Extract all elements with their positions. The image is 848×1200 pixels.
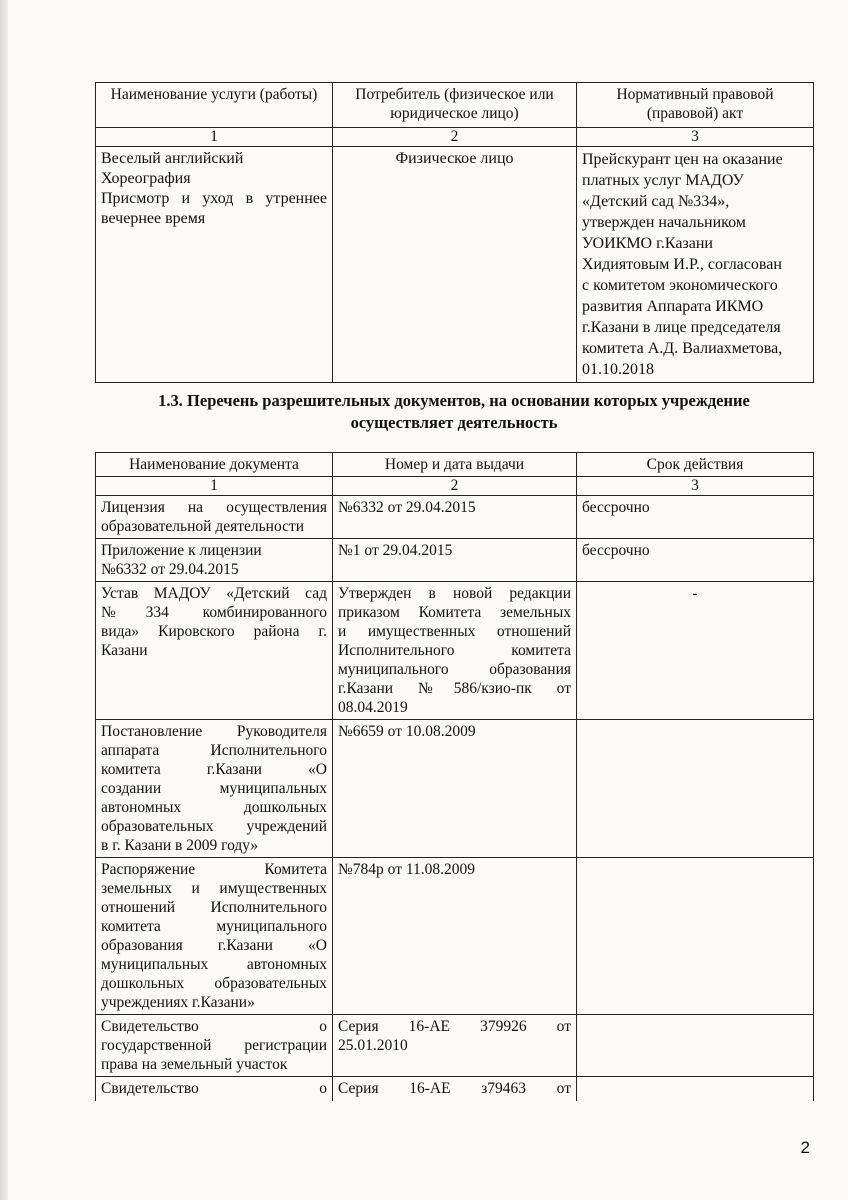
document-name-line: комитета муниципального — [101, 918, 327, 935]
services-header-consumer: Потребитель (физическое или юридическое лицо) — [333, 83, 577, 128]
service-name-cell — [96, 147, 333, 383]
act-line: развития Аппарата ИКМО — [582, 298, 764, 315]
document-issue-line: Серия 16-АЕ з79463 от — [338, 1080, 571, 1097]
document-validity-cell: бессрочно — [577, 539, 814, 582]
document-issue-line: №6659 от 10.08.2009 — [338, 723, 476, 740]
scan-edge — [0, 0, 8, 1200]
documents-table — [95, 452, 814, 1101]
table-row — [96, 858, 814, 1015]
services-col-number: 3 — [577, 128, 814, 147]
document-name-line: государственной регистрации — [101, 1037, 327, 1054]
section-heading — [95, 390, 813, 434]
document-issue-cell — [333, 858, 577, 1015]
documents-header-name: Наименование документа — [96, 453, 333, 477]
table-row — [96, 539, 814, 582]
document-issue-line: Серия 16-АЕ 379926 от — [338, 1018, 571, 1035]
document-validity-cell: бессрочно — [577, 496, 814, 539]
document-name-line: образования г.Казани «О — [101, 937, 327, 954]
table-row — [96, 147, 814, 383]
document-name-line: дошкольных образовательных — [101, 975, 327, 992]
document-issue-cell — [333, 496, 577, 539]
document-name-line: №334 комбинированного — [101, 604, 327, 621]
document-name-line: Устав МАДОУ «Детский сад — [101, 585, 327, 602]
services-col-number: 1 — [96, 128, 333, 147]
documents-header-issue: Номер и дата выдачи — [333, 453, 577, 477]
document-name-line: автономных дошкольных — [101, 799, 327, 816]
documents-header-row — [96, 453, 814, 477]
document-name-line: земельных и имущественных — [101, 880, 327, 897]
act-line: с комитетом экономического — [582, 277, 778, 294]
act-line: Хидиятовым И.Р., согласован — [582, 256, 782, 273]
document-name-line: Распоряжение Комитета — [101, 861, 327, 878]
services-table — [95, 82, 814, 383]
document-name-cell — [96, 1015, 333, 1077]
documents-header-validity: Срок действия — [577, 453, 814, 477]
document-name-cell — [96, 858, 333, 1015]
documents-col-number: 3 — [577, 477, 814, 496]
act-line: утвержден начальником — [582, 214, 746, 231]
document-name-line: Свидетельство о — [101, 1080, 327, 1097]
document-name-line: отношений Исполнительного — [101, 899, 327, 916]
table-row — [96, 1077, 814, 1102]
document-name-line: аппарата Исполнительного — [101, 742, 327, 759]
services-col-number: 2 — [333, 128, 577, 147]
section-heading-line: осуществляет деятельность — [350, 413, 558, 432]
document-issue-cell — [333, 1015, 577, 1077]
act-line: г.Казани в лице председателя — [582, 319, 781, 336]
table-row — [96, 582, 814, 720]
document-name-cell — [96, 720, 333, 858]
document-name-line: вида» Кировского района г. — [101, 623, 327, 640]
document-name-line: учреждениях г.Казани» — [101, 994, 255, 1011]
services-header-service: Наименование услуги (работы) — [96, 83, 333, 128]
document-validity-cell — [577, 720, 814, 858]
document-validity-cell: - — [577, 582, 814, 720]
table-row — [96, 1015, 814, 1077]
document-name-line: комитета г.Казани «О — [101, 761, 327, 778]
document-name-line: Лицензия на осуществления — [101, 499, 327, 516]
document-issue-line: 08.04.2019 — [338, 699, 408, 716]
document-issue-line: 25.01.2010 — [338, 1037, 408, 1054]
document-issue-line: муниципального образования — [338, 661, 571, 678]
document-issue-line: №6332 от 29.04.2015 — [338, 499, 476, 516]
document-name-cell — [96, 539, 333, 582]
document-name-line: создании муниципальных — [101, 780, 327, 797]
document-name-cell — [96, 1077, 333, 1102]
documents-col-number: 1 — [96, 477, 333, 496]
document-name-line: Постановление Руководителя — [101, 723, 327, 740]
document-validity-cell — [577, 858, 814, 1015]
act-line: платных услуг МАДОУ — [582, 172, 744, 189]
document-validity-cell — [577, 1077, 814, 1102]
document-name-line: Свидетельство о — [101, 1018, 327, 1035]
document-issue-line: Исполнительного комитета — [338, 642, 571, 659]
document-name-line: муниципальных автономных — [101, 956, 327, 973]
document-issue-line: и имущественных отношений — [338, 623, 571, 640]
act-line: 01.10.2018 — [582, 361, 654, 378]
table-row — [96, 496, 814, 539]
document-name-line: в г. Казани в 2009 году» — [101, 837, 259, 854]
section-heading-line: 1.3. Перечень разрешительных документов, на основании которых учреждение — [158, 391, 750, 410]
act-line: «Детский сад №334», — [582, 193, 730, 210]
document-issue-line: приказом Комитета земельных — [338, 604, 571, 621]
act-cell — [577, 147, 814, 383]
page-number: 2 — [800, 1138, 810, 1157]
services-header-row — [96, 83, 814, 128]
document-issue-cell — [333, 539, 577, 582]
document-name-line: №6332 от 29.04.2015 — [101, 561, 239, 578]
act-line: УОИКМО г.Казани — [582, 235, 713, 252]
consumer-cell: Физическое лицо — [333, 147, 577, 383]
document-name-line: права на земельный участок — [101, 1056, 288, 1073]
service-line: Присмотр и уход в утреннее — [101, 190, 327, 207]
services-header-act: Нормативный правовой (правовой) акт — [577, 83, 814, 128]
document-name-cell — [96, 496, 333, 539]
document-issue-line: г.Казани №586/кзио-пк от — [338, 680, 571, 697]
document-name-cell — [96, 582, 333, 720]
document-name-line: Казани — [101, 642, 148, 659]
document-issue-line: Утвержден в новой редакции — [338, 585, 571, 602]
documents-number-row — [96, 477, 814, 496]
document-issue-line: №784р от 11.08.2009 — [338, 861, 476, 878]
table-row — [96, 720, 814, 858]
act-line: комитета А.Д. Валиахметова, — [582, 340, 783, 357]
document-name-line: образовательных учреждений — [101, 818, 327, 835]
document-issue-line: №1 от 29.04.2015 — [338, 542, 453, 559]
document-issue-cell — [333, 720, 577, 858]
services-number-row — [96, 128, 814, 147]
document-name-line: образовательной деятельности — [101, 518, 305, 535]
document-issue-cell — [333, 1077, 577, 1102]
act-line: Прейскурант цен на оказание — [582, 151, 783, 168]
document-issue-cell — [333, 582, 577, 720]
service-line: вечернее время — [101, 210, 206, 227]
documents-col-number: 2 — [333, 477, 577, 496]
document-validity-cell — [577, 1015, 814, 1077]
service-line: Веселый английский — [101, 150, 244, 167]
document-name-line: Приложение к лицензии — [101, 542, 262, 559]
service-line: Хореография — [101, 170, 191, 187]
